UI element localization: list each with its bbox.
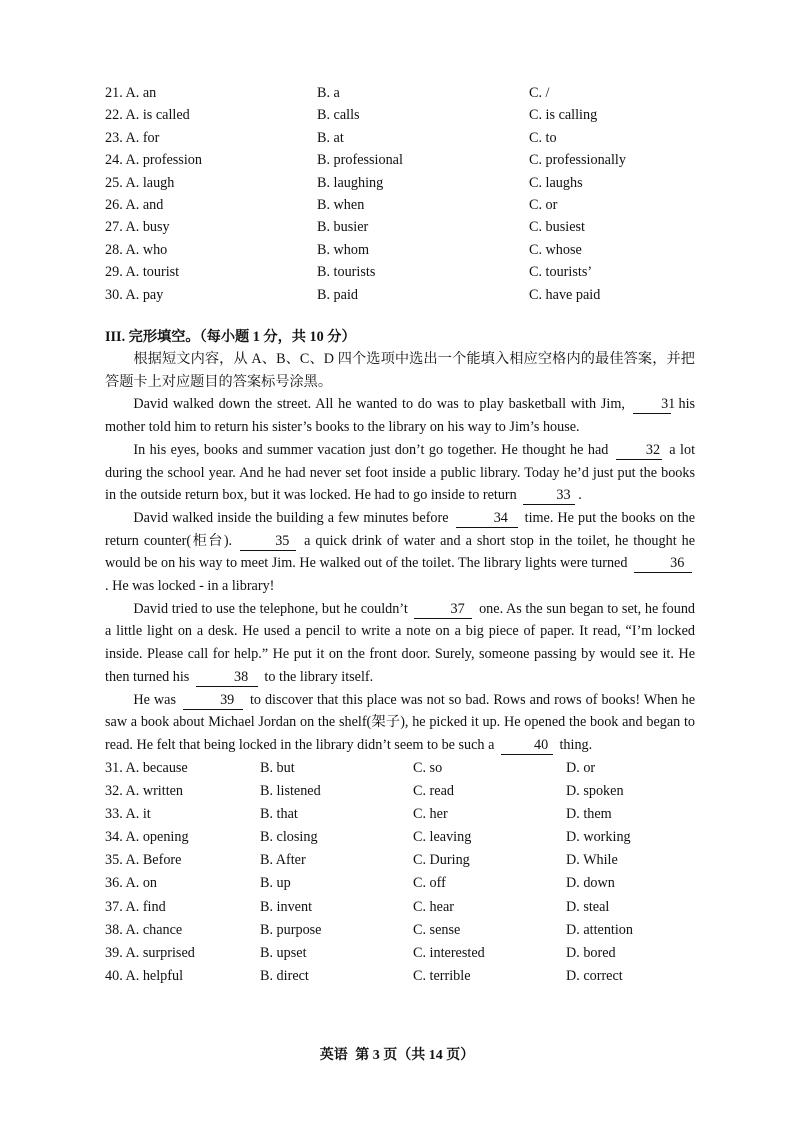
option-c: C. interested	[413, 944, 485, 961]
option-a: 25. A. laugh	[105, 174, 175, 191]
option-row-34	[105, 826, 705, 849]
option-a: 21. A. an	[105, 85, 157, 101]
option-b: B. listened	[260, 783, 321, 800]
blank-33: 33	[523, 487, 575, 505]
option-d: D. attention	[566, 921, 633, 938]
option-a: 36. A. on	[105, 875, 158, 892]
option-row-25	[105, 172, 725, 194]
blank-40: 40	[501, 737, 553, 755]
option-c: C. leaving	[413, 829, 472, 846]
passage-paragraph-3	[105, 507, 695, 598]
option-b: B. up	[260, 875, 291, 892]
blank-32: 32	[616, 442, 662, 460]
option-a: 26. A. and	[105, 196, 164, 213]
option-b: B. After	[260, 852, 306, 869]
option-b: B. calls	[317, 107, 360, 124]
blank-31: 31	[633, 396, 671, 414]
option-a: 39. A. surprised	[105, 944, 195, 961]
option-c: C. hear	[413, 898, 454, 915]
option-d: D. or	[566, 760, 596, 776]
option-d: D. working	[566, 829, 631, 846]
option-a: 38. A. chance	[105, 921, 183, 938]
option-a: 34. A. opening	[105, 829, 189, 846]
option-b: B. closing	[260, 829, 318, 846]
option-row-28	[105, 239, 725, 261]
option-b: B. when	[317, 196, 365, 213]
option-c: C. off	[413, 875, 446, 892]
option-b: B. paid	[317, 286, 358, 303]
option-row-36	[105, 872, 705, 895]
passage-text: one. As the sun began to set, he found a little light on a desk. He used a pencil to write a note on a big piece of paper. It read, “I’m locked inside. Please call for help.” He put it on the front door. Surely, someone passing by would see it. He then turned his	[105, 600, 696, 685]
passage-text: a quick drink of water and a short stop in the toilet, he thought he would be on his way to meet Jim. He walked out of the toilet. The library lights were turned	[105, 532, 696, 572]
option-c: C. whose	[529, 241, 582, 258]
option-d: D. spoken	[566, 783, 624, 800]
option-d: D. steal	[566, 898, 610, 915]
passage-paragraph-1	[105, 393, 695, 438]
option-a: 24. A. profession	[105, 152, 202, 169]
option-row-35	[105, 849, 705, 872]
option-b: B. purpose	[260, 921, 322, 938]
section-title: III. 完形填空。（每小题 1 分，共 10 分）	[105, 329, 356, 345]
blank-38: 38	[196, 669, 258, 687]
passage-paragraph-5	[105, 689, 695, 757]
option-row-37	[105, 896, 705, 919]
option-row-31	[105, 757, 705, 780]
option-row-27	[105, 216, 725, 238]
option-a: 32. A. written	[105, 783, 184, 800]
option-b: B. tourists	[317, 264, 376, 281]
options-31-40	[105, 757, 705, 988]
passage-text: David walked inside the building a few minutes before	[133, 509, 449, 526]
option-c: C. During	[413, 852, 470, 869]
blank-34: 34	[456, 510, 518, 528]
option-b: B. but	[260, 760, 295, 776]
option-a: 29. A. tourist	[105, 264, 180, 281]
option-c: C. laughs	[529, 174, 583, 191]
option-b: B. invent	[260, 898, 313, 915]
page-footer	[0, 1044, 794, 1064]
option-d: D. them	[566, 806, 612, 823]
option-a: 27. A. busy	[105, 219, 170, 236]
blank-35: 35	[240, 533, 296, 551]
passage-text: . He was locked - in a library!	[105, 578, 275, 595]
blank-36: 36	[634, 555, 692, 573]
blank-37: 37	[414, 601, 472, 619]
option-b: B. whom	[317, 241, 370, 258]
option-row-23	[105, 127, 725, 149]
option-a: 28. A. who	[105, 241, 168, 258]
option-row-30	[105, 284, 725, 306]
option-c: C. sense	[413, 921, 461, 938]
option-a: 35. A. Before	[105, 852, 182, 869]
option-row-40	[105, 965, 705, 988]
option-c: C. or	[529, 196, 558, 213]
option-c: C. so	[413, 760, 443, 776]
option-a: 31. A. because	[105, 760, 188, 776]
options-21-30	[105, 82, 725, 306]
option-row-39	[105, 942, 705, 965]
passage-text: time. He put the books on the return counter(柜台).	[105, 509, 696, 549]
option-c: C. read	[413, 783, 454, 800]
option-row-21	[105, 82, 725, 104]
option-c: C. her	[413, 806, 448, 823]
option-d: D. bored	[566, 944, 616, 961]
passage-text: a lot during the school year. And he had never set foot inside a public library. Today he’d just put the books in the outside return box, but it was locked. He had to go inside to return	[105, 441, 696, 504]
option-row-32	[105, 780, 705, 803]
option-row-22	[105, 104, 725, 126]
passage-paragraph-2	[105, 439, 695, 507]
passage-text: to discover that this place was not so bad. Rows and rows of books! When he saw a book about Michael Jordan on the shelf(架子), he picked it up. He opened the book and began to read. He felt that being locked in the library didn’t seem to be such a	[105, 691, 696, 753]
option-a: 23. A. for	[105, 129, 160, 146]
passage-text: He was	[133, 691, 176, 708]
option-row-38	[105, 919, 705, 942]
option-row-26	[105, 194, 725, 216]
passage-text: thing.	[559, 736, 593, 753]
option-row-29	[105, 261, 725, 283]
passage-paragraph-4	[105, 598, 695, 689]
passage-text: his mother told him to return his sister’s books to the library on his way to Jim’s house.	[105, 396, 696, 436]
option-d: D. down	[566, 875, 615, 892]
section-instruction: 根据短文内容，从 A、B、C、D 四个选项中选出一个能填入相应空格内的最佳答案，并把答题卡上对应题目的答案标号涂黑。	[105, 351, 695, 390]
footer-subject: 英语	[319, 1048, 348, 1063]
passage-text: In his eyes, books and summer vacation just don’t go together. He thought he had	[133, 441, 609, 458]
option-row-33	[105, 803, 705, 826]
option-b: B. that	[260, 806, 298, 823]
footer-page-number: 第 3 页（共 14 页）	[355, 1048, 475, 1063]
option-b: B. laughing	[317, 174, 384, 191]
option-row-24	[105, 149, 725, 171]
option-b: B. a	[317, 85, 340, 101]
passage-text: David tried to use the telephone, but he couldn’t	[133, 600, 408, 617]
option-b: B. upset	[260, 944, 307, 961]
option-c: C. busiest	[529, 219, 585, 236]
option-a: 40. A. helpful	[105, 967, 184, 984]
option-b: B. professional	[317, 152, 403, 169]
option-d: D. While	[566, 852, 618, 869]
passage-text: David walked down the street. All he wanted to do was to play basketball with Jim,	[133, 396, 625, 413]
option-b: B. direct	[260, 967, 309, 984]
option-c: C. to	[529, 129, 557, 146]
option-a: 33. A. it	[105, 806, 151, 823]
option-b: B. at	[317, 129, 344, 146]
blank-39: 39	[183, 692, 243, 710]
option-c: C. tourists’	[529, 264, 593, 281]
option-d: D. correct	[566, 967, 623, 984]
option-c: C. /	[529, 85, 550, 101]
option-a: 37. A. find	[105, 898, 166, 915]
option-c: C. terrible	[413, 967, 471, 984]
passage-text: to the library itself.	[264, 668, 374, 685]
option-c: C. is calling	[529, 107, 598, 124]
option-a: 22. A. is called	[105, 107, 190, 124]
option-c: C. have paid	[529, 286, 601, 303]
option-c: C. professionally	[529, 152, 626, 169]
option-b: B. busier	[317, 219, 369, 236]
passage-text: .	[578, 487, 582, 504]
option-a: 30. A. pay	[105, 286, 164, 303]
cloze-section	[105, 326, 695, 757]
